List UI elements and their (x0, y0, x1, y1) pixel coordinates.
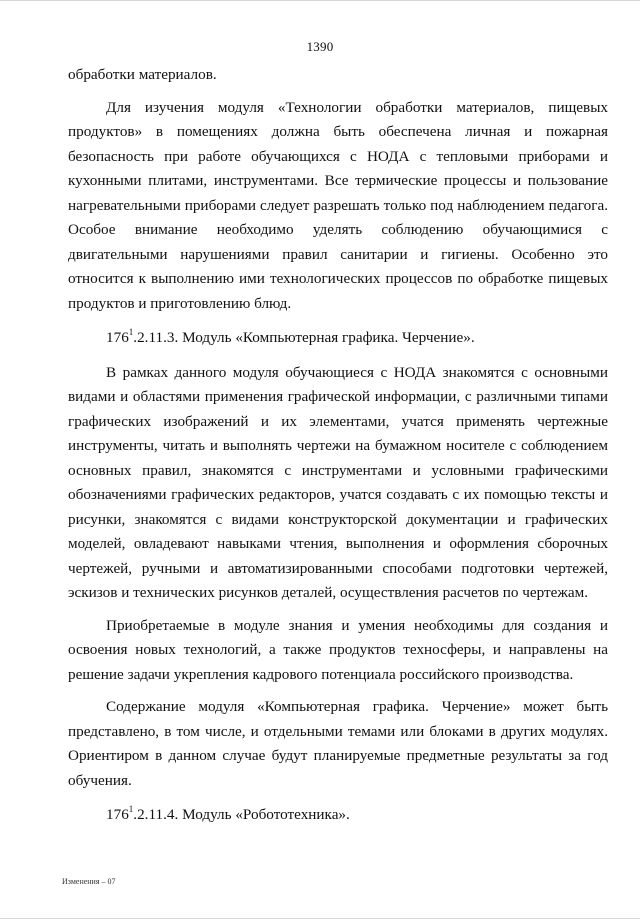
paragraph-gap (68, 353, 608, 361)
section-heading-robotics (68, 803, 608, 828)
paragraph-gap (68, 88, 608, 96)
heading-number-superscript: 1 (128, 803, 134, 814)
heading-number-prefix: 176 (106, 329, 129, 346)
paragraph-safety: Для изучения модуля «Технологии обработки материалов, пищевых продуктов» в помещениях должна быть обеспечена личная и пожарная безопасность при работе обучающихся с НОДА с тепловыми приборами и кухонными плитами, инструментами. Все термические процессы и пользование нагревательными приборами следует разрешать только под наблюдением педагога. Особое внимание необходимо уделять соблюдению обучающимися с двигательными нарушениями правил санитарии и гигиены. Особенно это относится к выполнению ими технологических процессов по обработке пищевых продуктов и приготовлению блюд. (68, 98, 608, 312)
paragraph-gap (68, 606, 608, 614)
paragraph-content: Содержание модуля «Компьютерная графика. Черчение» может быть представлено, в том числе, и отдельными темами или блоками в других модулях. Ориентиром в данном случае будут планируемые предметные результаты за год обучения. (68, 698, 608, 789)
heading-title: .2.11.4. Модуль «Робототехника». (133, 806, 350, 823)
heading-number-superscript: 1 (128, 326, 134, 337)
page-content (68, 63, 608, 830)
paragraph-continuation: обработки материалов. (68, 66, 217, 83)
footer-revision-note: Изменения – 07 (62, 877, 116, 886)
paragraph-module-description: В рамках данного модуля обучающиеся с НОДА знакомятся с основными видами и областями применения графической информации, с различными типами графических изображений и их элементами, учатся применять чертежные инструменты, читать и выполнять чертежи на бумажном носителе с соблюдением основных правил, знакомятся с инструментами и условными графическими обозначениями графических редакторов, учатся создавать с их помощью тексты и рисунки, знакомятся с видами конструкторской документации и графических моделей, овладевают навыками чтения, выполнения и оформления сборочных чертежей, ручными и автоматизированными способами подготовки чертежей, эскизов и технических рисунков деталей, осуществления расчетов по чертежам. (68, 363, 608, 601)
heading-number-prefix: 176 (106, 806, 129, 823)
paragraph-gap (68, 793, 608, 801)
heading-title: .2.11.3. Модуль «Компьютерная графика. Черчение». (133, 329, 475, 346)
paragraph-knowledge: Приобретаемые в модуле знания и умения необходимы для создания и освоения новых технологий, а также продуктов техносферы, и направлены на решение задачи укрепления кадрового потенциала российского производства. (68, 616, 608, 683)
page-number: 1390 (306, 39, 334, 54)
paragraph-gap (68, 316, 608, 324)
section-heading-computer-graphics (68, 326, 608, 351)
paragraph-gap (68, 687, 608, 695)
